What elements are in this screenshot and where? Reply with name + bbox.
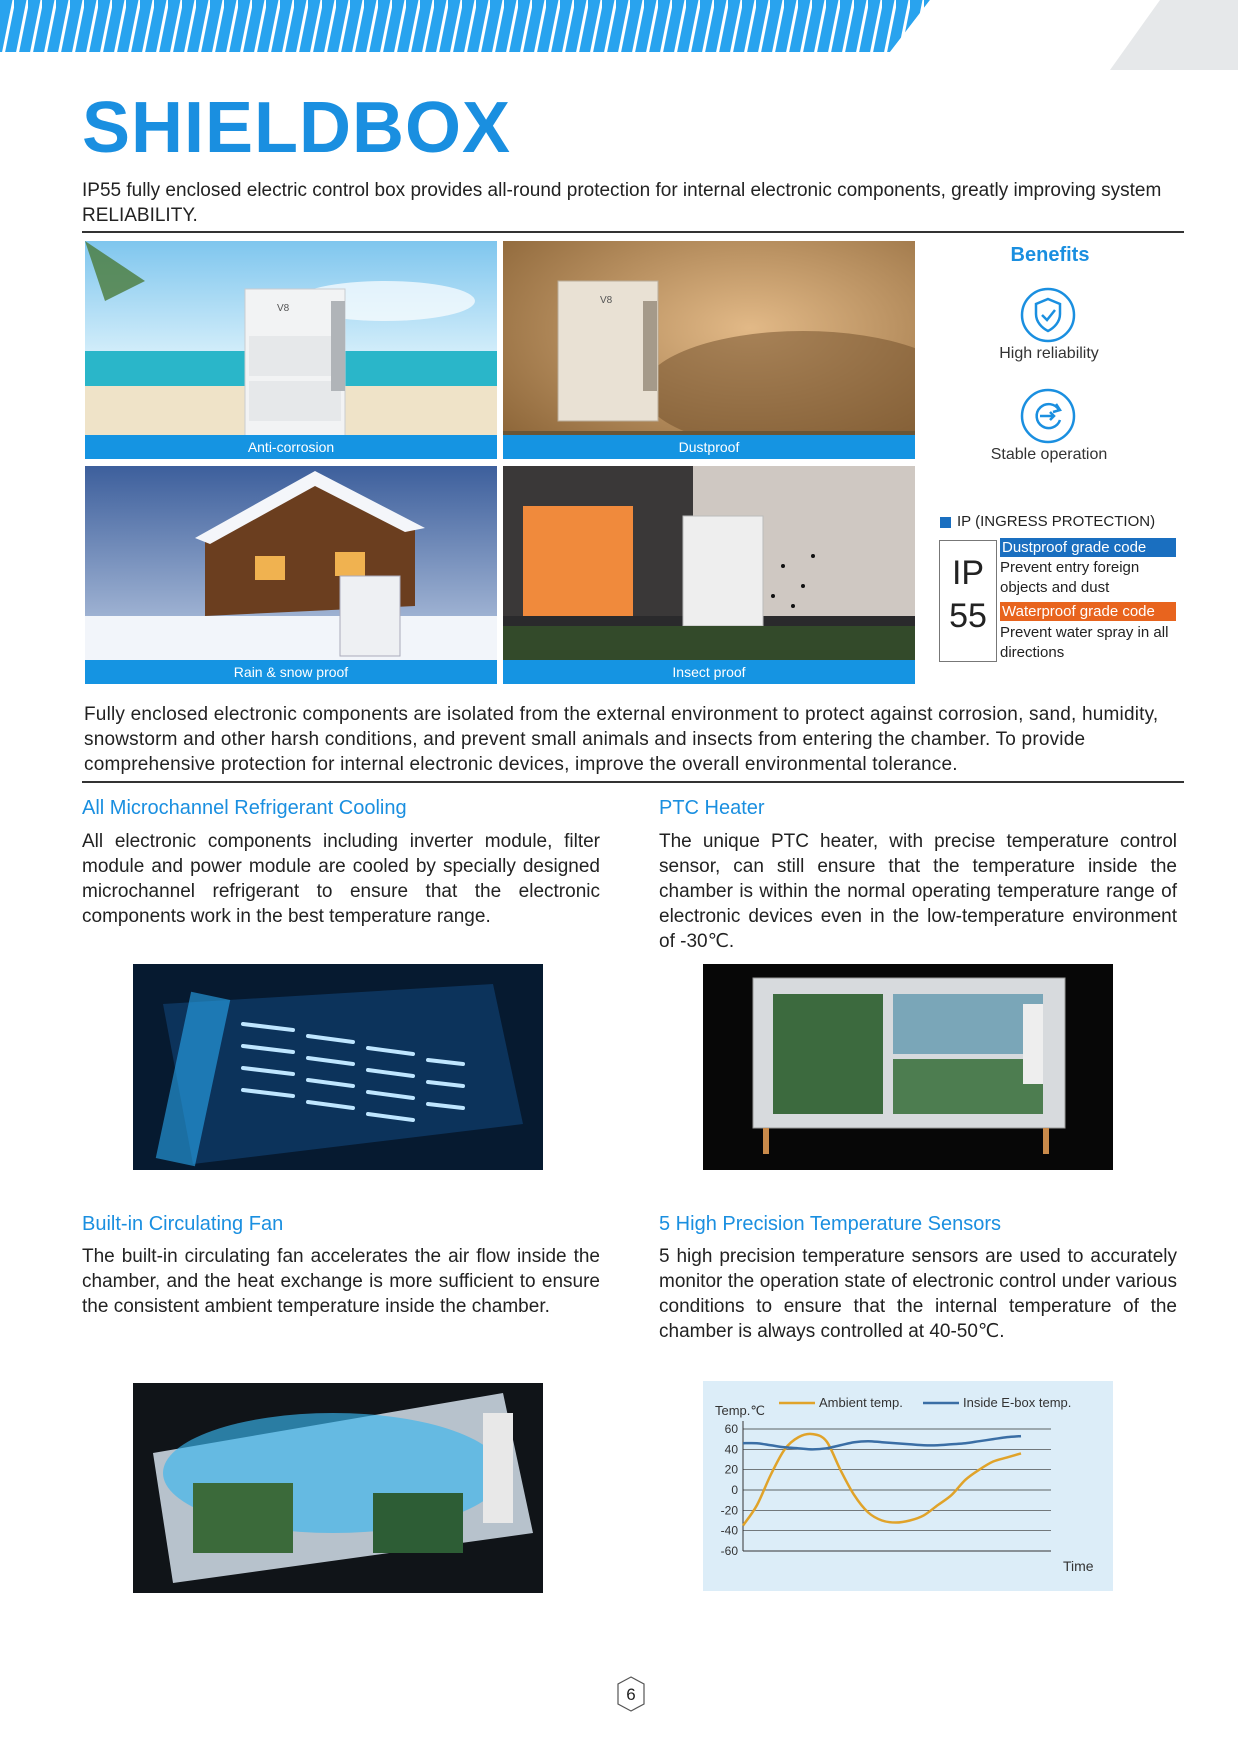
benefit-stable-operation: Stable operation	[990, 446, 1108, 463]
ip-number: 55	[949, 597, 987, 635]
page-title: SHIELDBOX	[82, 88, 512, 168]
chart-y-tick-label: -20	[720, 1503, 738, 1518]
section-title-sensors: 5 High Precision Temperature Sensors	[659, 1213, 1002, 1235]
chart-y-tick-label: 20	[724, 1462, 738, 1477]
dustproof-code-label: Dustproof grade code	[1000, 538, 1176, 557]
caption-anti-corrosion: Anti-corrosion	[85, 435, 497, 459]
intro-text: IP55 fully enclosed electric control box provides all-round protection for internal electronic components, greatly improving system RELIABILITY.	[82, 180, 1162, 226]
image-circulating-fan	[133, 1383, 543, 1593]
caption-rain-snow: Rain & snow proof	[85, 660, 497, 684]
chart-y-axis-label: Temp.℃	[715, 1403, 766, 1418]
waterproof-description: Prevent water spray in all directions	[1000, 624, 1169, 661]
body-paragraph: Fully enclosed electronic components are isolated from the external environment to protect against corrosion, sand, humidity, snowstorm and other harsh conditions, and prevent small animals and insects from entering the chamber. To provide comprehensive protection for internal electronic devices, improve the overall environmental tolerance.	[84, 704, 1159, 775]
chart-x-axis-label: Time	[1063, 1558, 1094, 1574]
unit-logo: V8	[600, 295, 613, 306]
header-stripe-band	[0, 0, 1238, 70]
section-title-ptc: PTC Heater	[659, 797, 765, 819]
chart-y-tick-label: -60	[720, 1544, 738, 1558]
ip-heading: IP (INGRESS PROTECTION)	[957, 513, 1156, 530]
section-title-fan: Built-in Circulating Fan	[82, 1213, 284, 1235]
chart-y-tick-label: 40	[724, 1442, 738, 1457]
legend-label: Inside E-box temp.	[963, 1395, 1072, 1410]
caption-dustproof: Dustproof	[503, 435, 915, 459]
section-text-fan: The built-in circulating fan accelerates the air flow inside the chamber, and the heat exchange is more sufficient to ensure the consistent ambient temperature inside the chamber.	[82, 1246, 600, 1317]
photo-rain-snow	[85, 466, 497, 684]
ip-bullet-square	[940, 517, 951, 528]
temperature-chart	[703, 1381, 1113, 1591]
section-text-ptc: The unique PTC heater, with precise temperature control sensor, can still ensure that the temperature inside the chamber is within the normal operating temperature range of electronic devices even in the low-temperature environment of -30℃.	[659, 831, 1177, 952]
legend-label: Ambient temp.	[819, 1395, 903, 1410]
shield-check-icon	[1020, 287, 1076, 343]
waterproof-code-label: Waterproof grade code	[1000, 602, 1176, 621]
photo-dustproof	[503, 241, 915, 459]
section-title-microchannel: All Microchannel Refrigerant Cooling	[82, 797, 407, 819]
benefit-high-reliability: High reliability	[999, 345, 1099, 362]
dustproof-description: Prevent entry foreign objects and dust	[1000, 559, 1140, 596]
divider-top	[82, 231, 1184, 233]
divider-middle	[82, 781, 1184, 783]
caption-insect: Insect proof	[503, 660, 915, 684]
photo-insect	[503, 466, 915, 684]
chart-y-tick-label: -40	[720, 1523, 738, 1538]
image-ptc-heater	[703, 964, 1113, 1170]
page-number-badge	[616, 1676, 646, 1712]
circular-arrow-icon	[1020, 388, 1076, 444]
unit-logo: V8	[277, 303, 290, 314]
ip-rating-box	[939, 540, 997, 662]
chart-y-tick-label: 60	[724, 1422, 738, 1436]
photo-anti-corrosion	[85, 241, 497, 459]
image-microchannel	[133, 964, 543, 1170]
section-text-sensors: 5 high precision temperature sensors are used to accurately monitor the operation state of electronic control under various conditions to ensure that the internal temperature of the chamber is always controlled at 40-50℃.	[659, 1246, 1177, 1342]
section-text-microchannel: All electronic components including inverter module, filter module and power module are cooled by specially designed microchannel refrigerant to ensure that the electronic components work in the best temperature range.	[82, 831, 600, 927]
chart-y-tick-label: 0	[731, 1483, 738, 1497]
page-number: 6	[626, 1685, 636, 1704]
benefits-title: Benefits	[1010, 244, 1090, 266]
ip-letters: IP	[951, 554, 985, 592]
